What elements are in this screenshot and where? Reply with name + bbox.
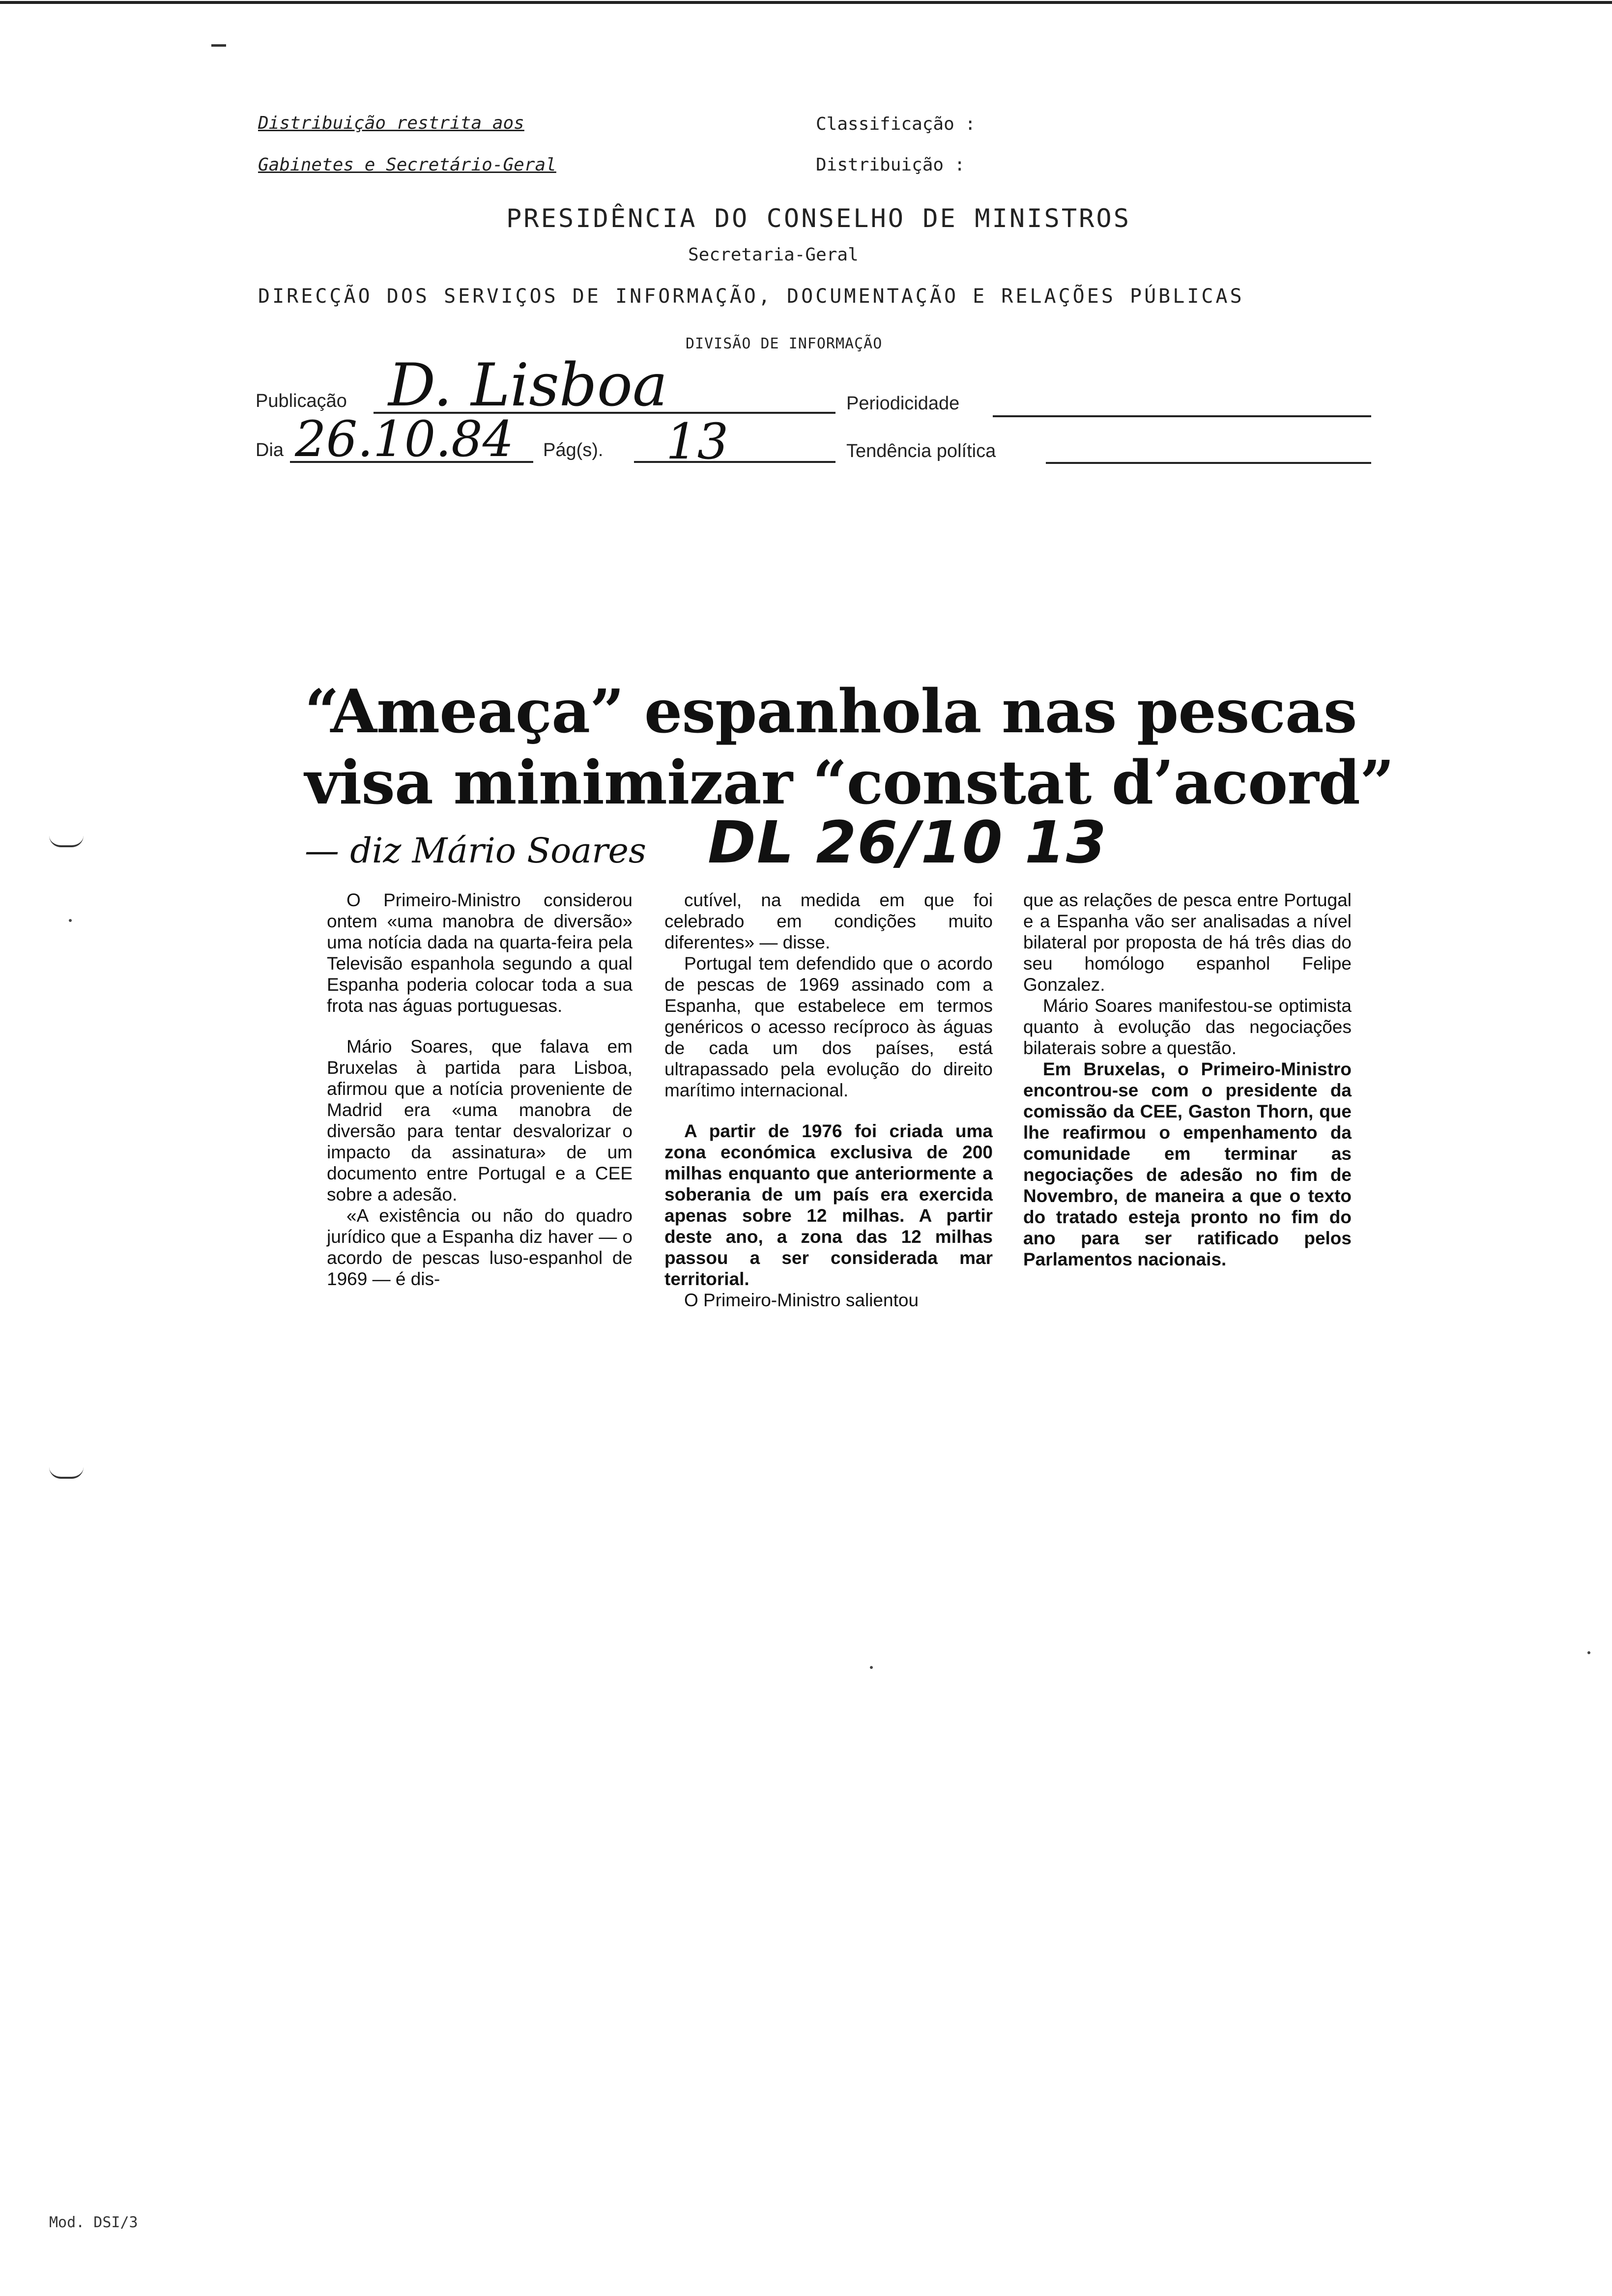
date-page-stamp: DL 26/10 13 [708, 808, 1108, 876]
article-column-2 [664, 890, 993, 1311]
scan-speck [1587, 1651, 1590, 1654]
article-column-1 [327, 890, 633, 1290]
political-rule [1046, 462, 1371, 464]
paragraph: Mário Soares, que falava em Bruxelas à partida para Lisboa, afirmou que a notícia proveniente de Madrid era «uma manobra de diversão para tentar desvalorizar o impacto da assinatura» de um documento entre Portugal e a CEE sobre a adesão. [327, 1036, 633, 1205]
division-heading: DIVISÃO DE INFORMAÇÃO [686, 335, 883, 352]
periodicity-rule [993, 415, 1371, 417]
day-value: 26.10.84 [295, 410, 514, 468]
periodicity-label: Periodicidade [846, 393, 960, 414]
paragraph: O Primeiro-Ministro salientou [684, 1290, 919, 1310]
article-column-3 [1023, 890, 1352, 1270]
general-secretariat: Secretaria-Geral [688, 245, 859, 265]
pages-value: 13 [666, 413, 729, 470]
scan-mark [49, 835, 84, 847]
paragraph: Portugal tem defendido que o acordo de pescas de 1969 assinado com a Espanha, que estabelece em termos genéricos o acesso recíproco às águas de cada um dos países, está ultrapassado pela evolução do direito marítimo internacional. [664, 953, 993, 1100]
political-label: Tendência política [846, 441, 996, 461]
publication-value: D. Lisboa [388, 351, 668, 420]
distribution-restricted-line1: Distribuição restrita aos [258, 113, 524, 133]
model-code: Mod. DSI/3 [49, 2214, 138, 2231]
scan-mark [211, 44, 226, 47]
top-border [0, 1, 1612, 4]
paragraph: «A existência ou não do quadro jurídico que a Espanha diz haver — o acordo de pescas luso-espanhol de 1969 — é dis- [327, 1205, 633, 1289]
publication-label: Publicação [256, 391, 347, 411]
article-title-line2: visa minimizar “constat d’acord” [305, 747, 1394, 818]
paragraph: que as relações de pesca entre Portugal e a Espanha vão ser analisadas a nível bilateral por proposta de há três dias do seu homólogo espanhol Felipe Gonzalez. [1023, 890, 1352, 995]
paragraph: Mário Soares manifestou-se optimista quanto à evolução das negociações bilaterais sobre a questão. [1023, 996, 1352, 1058]
day-label: Dia [256, 440, 284, 460]
article-title-line1: “Ameaça” espanhola nas pescas [305, 676, 1357, 746]
pages-label: Pág(s). [543, 440, 604, 460]
paragraph: Em Bruxelas, o Primeiro-Ministro encontrou-se com o presidente da comissão da CEE, Gaston Thorn, que lhe reafirmou o empenhamento da comunidade em terminar as negociações de adesão no fim de Novembro, de maneira a que o texto do tratado esteja pronto no fim do ano para ser ratificado pelos Parlamentos nacionais. [1023, 1059, 1352, 1269]
presidency-heading: PRESIDÊNCIA DO CONSELHO DE MINISTROS [506, 204, 1131, 233]
paragraph: O Primeiro-Ministro considerou ontem «uma manobra de diversão» uma notícia dada na quarta-feira pela Televisão espanhola segundo a qual Espanha poderia colocar toda a sua frota nas águas portuguesas. [327, 890, 633, 1016]
distribution-restricted-line2: Gabinetes e Secretário-Geral [258, 155, 556, 175]
distribution-label: Distribuição : [816, 155, 965, 175]
scan-mark [49, 1467, 84, 1479]
paragraph: cutível, na medida em que foi celebrado em condições muito diferentes» — disse. [664, 890, 993, 952]
scan-speck [870, 1666, 873, 1669]
pages-rule [634, 461, 835, 463]
paragraph: A partir de 1976 foi criada uma zona económica exclusiva de 200 milhas enquanto que anteriormente a soberania de um país era exercida apenas sobre 12 milhas. A partir deste ano, a zona das 12 milhas passou a ser considerada mar territorial. [664, 1121, 993, 1289]
article-byline: — diz Mário Soares [305, 831, 646, 871]
scan-speck [69, 919, 72, 922]
classification-label: Classificação : [816, 114, 976, 134]
directorate-heading: DIRECÇÃO DOS SERVIÇOS DE INFORMAÇÃO, DOCUMENTAÇÃO E RELAÇÕES PÚBLICAS [258, 285, 1244, 308]
